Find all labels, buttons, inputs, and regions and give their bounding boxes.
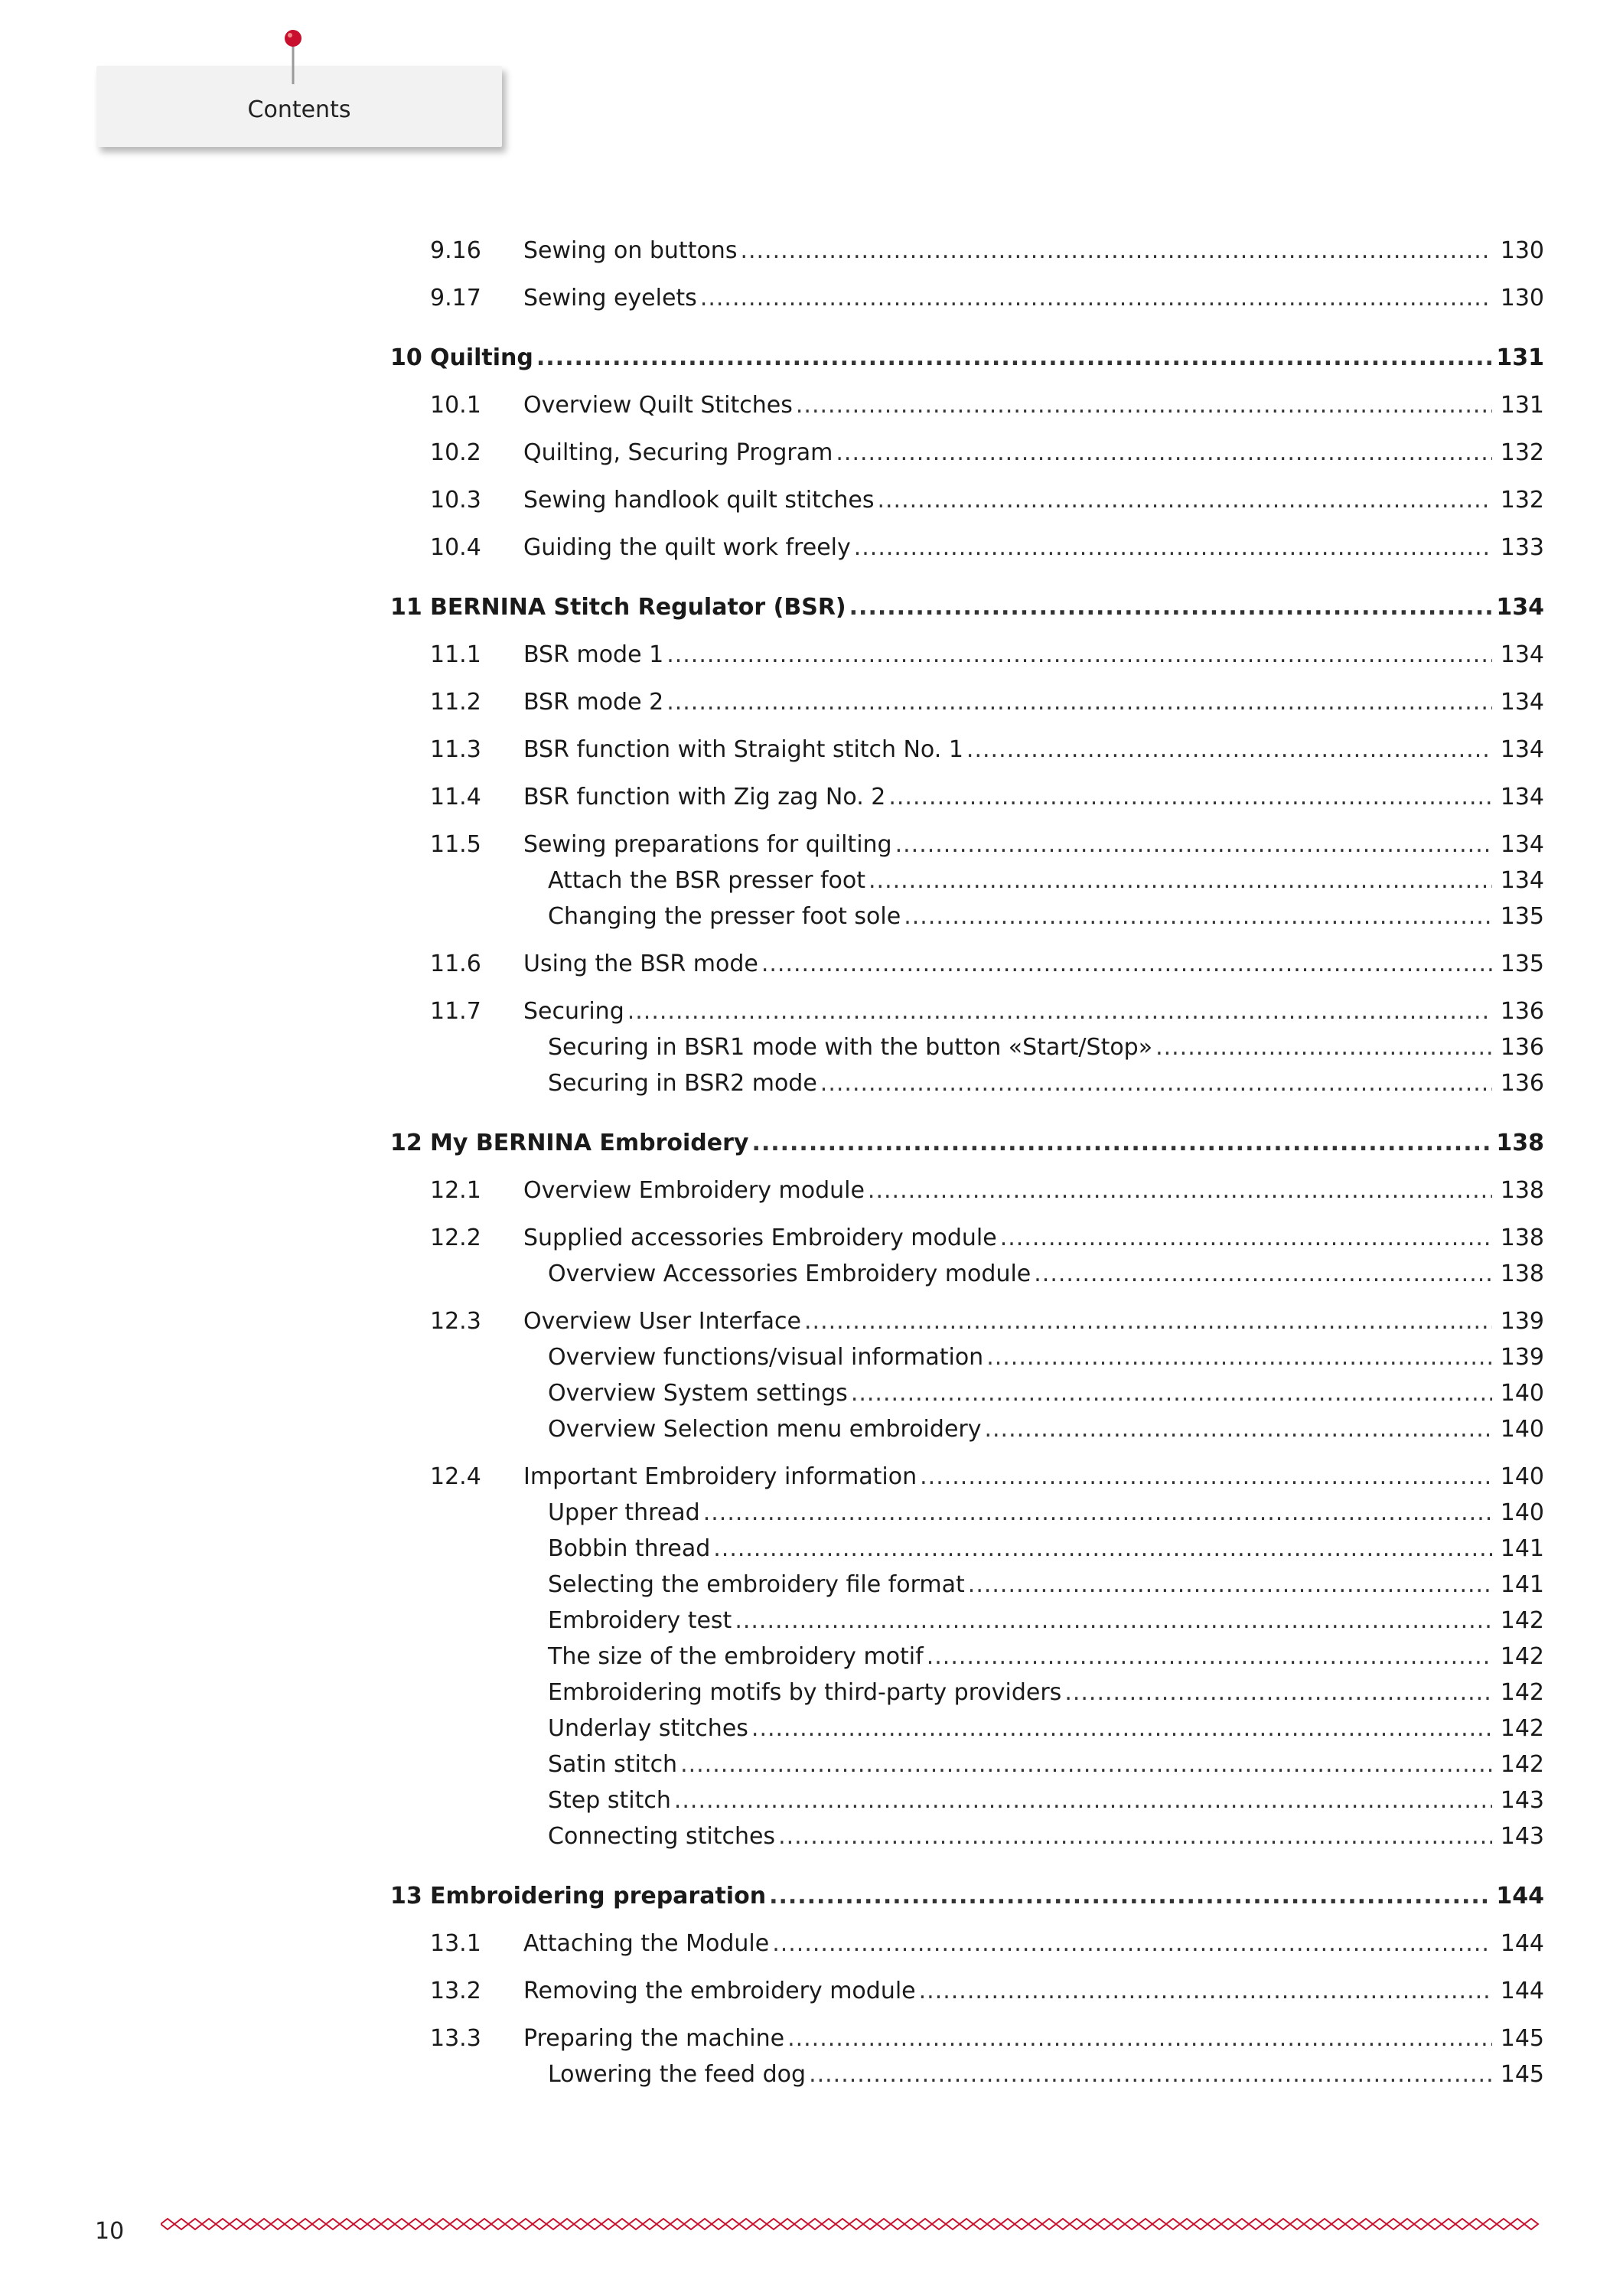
stitch-diamond: [1318, 2219, 1331, 2229]
toc-entry[interactable]: [390, 1031, 1544, 1065]
toc-title: Overview User Interface: [523, 1308, 802, 1335]
toc-page-number: 136: [1500, 998, 1544, 1025]
toc-entry[interactable]: [390, 1413, 1544, 1446]
dot-leader: [769, 1880, 1492, 1913]
toc-title: Lowering the feed dog: [548, 2061, 807, 2088]
toc-page-number: 135: [1500, 903, 1544, 930]
toc-title: Sewing on buttons: [523, 237, 738, 264]
stitch-diamond: [753, 2219, 767, 2229]
stitch-diamond: [1345, 2219, 1359, 2229]
toc-page-number: 136: [1500, 1070, 1544, 1097]
toc-page-number: 140: [1500, 1463, 1544, 1490]
toc-entry[interactable]: [390, 282, 1544, 315]
toc-number: 11.2: [430, 689, 481, 716]
toc-title: Quilting: [430, 344, 533, 371]
toc-title: Sewing preparations for quilting: [523, 831, 892, 858]
stitch-diamond: [1194, 2219, 1207, 2229]
stitch-diamond: [546, 2219, 560, 2229]
stitch-diamond: [794, 2219, 808, 2229]
dot-leader: [1000, 1221, 1492, 1255]
stitch-diamond: [464, 2219, 477, 2229]
toc-chapter[interactable]: [390, 591, 1544, 625]
toc-page-number: 134: [1500, 641, 1544, 668]
toc-page-number: 143: [1500, 1823, 1544, 1850]
stitch-diamond: [1070, 2219, 1084, 2229]
toc-title: Preparing the machine: [523, 2025, 785, 2052]
toc-page-number: 142: [1500, 1643, 1544, 1670]
stitch-diamond: [1483, 2219, 1497, 2229]
stitch-diamond: [946, 2219, 960, 2229]
toc-entry[interactable]: [390, 234, 1544, 268]
dot-leader: [927, 1640, 1492, 1674]
stitch-diamond: [574, 2219, 588, 2229]
toc-title: Guiding the quilt work freely: [523, 534, 851, 561]
dot-leader: [666, 686, 1492, 719]
toc-page-number: 142: [1500, 1679, 1544, 1706]
toc-number: 10: [390, 344, 422, 371]
stitch-diamond: [188, 2219, 202, 2229]
toc-title: Securing: [523, 998, 624, 1025]
toc-page-number: 132: [1500, 487, 1544, 514]
toc-entry[interactable]: [390, 828, 1544, 862]
stitch-diamond: [643, 2219, 657, 2229]
dot-leader: [761, 947, 1492, 981]
dot-leader: [877, 484, 1492, 517]
toc-chapter[interactable]: [390, 1880, 1544, 1913]
toc-title: Sewing eyelets: [523, 285, 697, 311]
stitch-diamond: [1442, 2219, 1455, 2229]
stitch-diamond: [739, 2219, 753, 2229]
toc-title: Supplied accessories Embroidery module: [523, 1225, 997, 1251]
toc-entry[interactable]: [390, 436, 1544, 470]
toc-entry[interactable]: [390, 995, 1544, 1029]
toc-number: 12.3: [430, 1308, 481, 1335]
dot-leader: [796, 389, 1492, 422]
toc-entry[interactable]: [390, 638, 1544, 672]
toc-title: Overview Embroidery module: [523, 1177, 865, 1204]
toc-entry[interactable]: [390, 1257, 1544, 1291]
stitch-diamond: [1221, 2219, 1235, 2229]
toc-entry[interactable]: [390, 1174, 1544, 1208]
stitch-diamond: [629, 2219, 643, 2229]
toc-page-number: 133: [1500, 534, 1544, 561]
stitch-diamond: [298, 2219, 312, 2229]
stitch-diamond: [1084, 2219, 1097, 2229]
toc-number: 13.3: [430, 2025, 481, 2052]
toc-page-number: 142: [1500, 1751, 1544, 1778]
stitch-diamond: [1511, 2219, 1524, 2229]
stitch-diamond: [1180, 2219, 1194, 2229]
stitch-diamond: [1015, 2219, 1028, 2229]
toc-title: Securing in BSR1 mode with the button «Start/Stop»: [548, 1034, 1153, 1061]
stitch-diamond: [409, 2219, 422, 2229]
stitch-diamond: [1331, 2219, 1345, 2229]
stitch-diamond: [1028, 2219, 1042, 2229]
toc-page-number: 142: [1500, 1715, 1544, 1742]
dot-leader: [888, 781, 1492, 814]
toc-number: 10.1: [430, 392, 481, 419]
stitch-diamond: [1111, 2219, 1125, 2229]
dot-leader: [895, 828, 1492, 862]
toc-title: BSR function with Zig zag No. 2: [523, 784, 886, 810]
dot-leader: [700, 282, 1492, 315]
toc-entry[interactable]: [390, 1604, 1544, 1638]
stitch-diamond: [932, 2219, 946, 2229]
toc-title: Overview Selection menu embroidery: [548, 1416, 982, 1443]
toc-entry[interactable]: [390, 1221, 1544, 1255]
dot-leader: [920, 1460, 1492, 1494]
toc-number: 12.1: [430, 1177, 481, 1204]
dot-leader: [787, 2022, 1492, 2056]
toc-entry[interactable]: [390, 900, 1544, 934]
toc-entry[interactable]: [390, 1676, 1544, 1710]
dot-leader: [536, 341, 1492, 375]
stitch-diamond: [891, 2219, 904, 2229]
stitch-diamond: [1428, 2219, 1442, 2229]
stitch-diamond: [1263, 2219, 1276, 2229]
toc-entry[interactable]: [390, 1640, 1544, 1674]
stitch-diamond: [1207, 2219, 1221, 2229]
toc-number: 12.2: [430, 1225, 481, 1251]
dot-leader: [713, 1532, 1492, 1566]
toc-title: Attaching the Module: [523, 1930, 770, 1957]
stitch-diamond: [533, 2219, 546, 2229]
toc-page-number: 142: [1500, 1607, 1544, 1634]
dot-leader: [809, 2058, 1492, 2092]
toc-number: 13.2: [430, 1978, 481, 2004]
stitch-diamond: [1304, 2219, 1318, 2229]
stitch-diamond: [243, 2219, 257, 2229]
stitch-diamond: [1400, 2219, 1414, 2229]
stitch-diamond: [505, 2219, 519, 2229]
stitch-diamond: [1276, 2219, 1290, 2229]
toc-title: Sewing handlook quilt stitches: [523, 487, 875, 514]
dot-leader: [1155, 1031, 1492, 1065]
toc-title: Satin stitch: [548, 1751, 678, 1778]
toc-entry[interactable]: [390, 1341, 1544, 1375]
toc-title: Securing in BSR2 mode: [548, 1070, 817, 1097]
stitch-diamond: [973, 2219, 987, 2229]
dot-leader: [1034, 1257, 1492, 1291]
dot-leader: [986, 1341, 1492, 1375]
toc-title: Upper thread: [548, 1499, 700, 1526]
toc-page-number: 145: [1500, 2061, 1544, 2088]
dot-leader: [772, 1927, 1492, 1961]
stitch-diamond: [1125, 2219, 1139, 2229]
stitch-diamond: [422, 2219, 436, 2229]
toc-page-number: 141: [1500, 1535, 1544, 1562]
decorative-stitch-border: [161, 2216, 1546, 2232]
stitch-diamond: [326, 2219, 340, 2229]
page-number: 10: [95, 2218, 125, 2245]
stitch-diamond: [436, 2219, 450, 2229]
stitch-diamond: [1097, 2219, 1111, 2229]
toc-title: Step stitch: [548, 1787, 671, 1814]
dot-leader: [868, 1174, 1492, 1208]
toc-number: 11.1: [430, 641, 481, 668]
toc-title: Overview System settings: [548, 1380, 848, 1407]
toc-title: Overview Quilt Stitches: [523, 392, 793, 419]
toc-title: Attach the BSR presser foot: [548, 867, 865, 894]
toc-title: Overview Accessories Embroidery module: [548, 1261, 1031, 1287]
toc-number: 11: [390, 594, 422, 621]
stitch-diamond: [588, 2219, 601, 2229]
toc-entry[interactable]: [390, 1377, 1544, 1411]
toc-entry[interactable]: [390, 947, 1544, 981]
toc-page-number: 138: [1500, 1177, 1544, 1204]
stitch-diamond: [174, 2219, 188, 2229]
stitch-diamond: [767, 2219, 781, 2229]
stitch-diamond: [230, 2219, 243, 2229]
dot-leader: [674, 1784, 1492, 1818]
toc-page-number: 143: [1500, 1787, 1544, 1814]
toc-number: 10.3: [430, 487, 481, 514]
toc-title: Underlay stitches: [548, 1715, 748, 1742]
dot-leader: [820, 1067, 1492, 1101]
toc-number: 11.7: [430, 998, 481, 1025]
toc-title: BSR mode 1: [523, 641, 664, 668]
toc-page-number: 134: [1500, 736, 1544, 763]
stitch-diamond: [1455, 2219, 1469, 2229]
stitch-diamond: [1235, 2219, 1249, 2229]
dot-leader: [740, 234, 1492, 268]
toc-number: 13.1: [430, 1930, 481, 1957]
stitch-diamond: [312, 2219, 326, 2229]
toc-page-number: 140: [1500, 1416, 1544, 1443]
toc-title: Overview functions/visual information: [548, 1344, 984, 1371]
stitch-diamond: [161, 2219, 174, 2229]
toc-entry[interactable]: [390, 1820, 1544, 1854]
stitch-diamond: [960, 2219, 973, 2229]
toc-page-number: 138: [1496, 1130, 1544, 1156]
toc-title: Embroidering preparation: [430, 1883, 767, 1910]
toc-entry[interactable]: [390, 686, 1544, 719]
stitch-diamond: [477, 2219, 491, 2229]
toc-entry[interactable]: [390, 1067, 1544, 1101]
toc-number: 9.17: [430, 285, 481, 311]
stitch-diamond: [1497, 2219, 1511, 2229]
toc-title: Selecting the embroidery file format: [548, 1571, 965, 1598]
toc-number: 10.2: [430, 439, 481, 466]
stitch-diamond: [1249, 2219, 1263, 2229]
stitch-diamond: [1290, 2219, 1304, 2229]
stitch-diamond: [1414, 2219, 1428, 2229]
dot-leader: [778, 1820, 1492, 1854]
stitch-diamond: [1524, 2219, 1538, 2229]
toc-entry[interactable]: [390, 1568, 1544, 1602]
toc-page-number: 130: [1500, 285, 1544, 311]
toc-entry[interactable]: [390, 781, 1544, 814]
toc-page-number: 135: [1500, 951, 1544, 977]
toc-number: 11.4: [430, 784, 481, 810]
toc-page-number: 144: [1500, 1930, 1544, 1957]
toc-title: Connecting stitches: [548, 1823, 776, 1850]
stitch-diamond: [904, 2219, 918, 2229]
toc-page-number: 132: [1500, 439, 1544, 466]
toc-number: 12: [390, 1130, 422, 1156]
dot-leader: [984, 1413, 1492, 1446]
toc-page-number: 140: [1500, 1380, 1544, 1407]
toc-title: Removing the embroidery module: [523, 1978, 916, 2004]
stitch-diamond: [877, 2219, 891, 2229]
dot-leader: [751, 1712, 1492, 1746]
toc-entry[interactable]: [390, 1532, 1544, 1566]
toc-number: 12.4: [430, 1463, 481, 1490]
stitch-diamond: [725, 2219, 739, 2229]
stitch-diamond: [1387, 2219, 1400, 2229]
dot-leader: [703, 1496, 1492, 1530]
toc-number: 11.3: [430, 736, 481, 763]
stitch-diamond: [1042, 2219, 1056, 2229]
toc-page-number: 145: [1500, 2025, 1544, 2052]
toc-page-number: 131: [1500, 392, 1544, 419]
toc-page-number: 130: [1500, 237, 1544, 264]
stitch-diamond: [684, 2219, 698, 2229]
dot-leader: [968, 1568, 1492, 1602]
toc-title: My BERNINA Embroidery: [430, 1130, 749, 1156]
toc-title: Changing the presser foot sole: [548, 903, 901, 930]
stitch-diamond: [1152, 2219, 1166, 2229]
toc-title: BSR function with Straight stitch No. 1: [523, 736, 963, 763]
toc-page-number: 139: [1500, 1308, 1544, 1335]
stitch-diamond: [918, 2219, 932, 2229]
toc-entry[interactable]: [390, 1460, 1544, 1494]
toc-entry[interactable]: [390, 1784, 1544, 1818]
toc-entry[interactable]: [390, 1712, 1544, 1746]
dot-leader: [751, 1127, 1492, 1160]
toc-page-number: 134: [1500, 831, 1544, 858]
toc-entry[interactable]: [390, 1748, 1544, 1782]
toc-page-number: 144: [1496, 1883, 1544, 1910]
toc-entry[interactable]: [390, 1975, 1544, 2008]
stitch-diamond: [560, 2219, 574, 2229]
dot-leader: [851, 1377, 1492, 1411]
stitch-diamond: [354, 2219, 367, 2229]
toc-number: 11.5: [430, 831, 481, 858]
toc-page-number: 140: [1500, 1499, 1544, 1526]
toc-page-number: 134: [1500, 689, 1544, 716]
toc-title: Embroidery test: [548, 1607, 732, 1634]
toc-number: 13: [390, 1883, 422, 1910]
stitch-diamond: [601, 2219, 615, 2229]
toc-page-number: 136: [1500, 1034, 1544, 1061]
stitch-diamond: [657, 2219, 670, 2229]
toc-entry[interactable]: [390, 733, 1544, 767]
stitch-diamond: [712, 2219, 725, 2229]
toc-page-number: 138: [1500, 1261, 1544, 1287]
dot-leader: [854, 531, 1492, 565]
stitch-diamond: [1139, 2219, 1152, 2229]
stitch-diamond: [822, 2219, 836, 2229]
stitch-diamond: [1469, 2219, 1483, 2229]
stitch-diamond: [381, 2219, 395, 2229]
toc-page-number: 139: [1500, 1344, 1544, 1371]
stitch-diamond: [1056, 2219, 1070, 2229]
toc-entry[interactable]: [390, 1305, 1544, 1339]
dot-leader: [904, 900, 1492, 934]
toc-title: Embroidering motifs by third-party providers: [548, 1679, 1062, 1706]
stitch-diamond: [1373, 2219, 1387, 2229]
toc-entry[interactable]: [390, 1496, 1544, 1530]
toc-page-number: 141: [1500, 1571, 1544, 1598]
toc-number: 10.4: [430, 534, 481, 561]
dot-leader: [919, 1975, 1492, 2008]
stitch-diamond: [836, 2219, 849, 2229]
dot-leader: [735, 1604, 1492, 1638]
toc-title: BSR mode 2: [523, 689, 664, 716]
toc-title: Quilting, Securing Program: [523, 439, 833, 466]
toc-entry[interactable]: [390, 389, 1544, 422]
stitch-diamond: [781, 2219, 794, 2229]
stitch-diamond: [849, 2219, 863, 2229]
toc-title: Using the BSR mode: [523, 951, 758, 977]
dot-leader: [804, 1305, 1492, 1339]
toc-title: The size of the embroidery motif: [548, 1643, 924, 1670]
stitch-diamond: [987, 2219, 1001, 2229]
dot-leader: [627, 995, 1492, 1029]
stitch-diamond: [450, 2219, 464, 2229]
stitch-diamond: [216, 2219, 230, 2229]
toc-page-number: 144: [1500, 1978, 1544, 2004]
dot-leader: [680, 1748, 1492, 1782]
stitch-diamond: [698, 2219, 712, 2229]
dot-leader: [666, 638, 1492, 672]
toc-entry[interactable]: [390, 2022, 1544, 2056]
stitch-diamond: [519, 2219, 533, 2229]
toc-entry[interactable]: [390, 1927, 1544, 1961]
stitch-diamond: [1166, 2219, 1180, 2229]
dot-leader: [1064, 1676, 1492, 1710]
stitch-diamond: [257, 2219, 271, 2229]
dot-leader: [966, 733, 1492, 767]
toc-entry[interactable]: [390, 2058, 1544, 2092]
toc-number: 11.6: [430, 951, 481, 977]
toc-title: Bobbin thread: [548, 1535, 711, 1562]
toc-entry[interactable]: [390, 531, 1544, 565]
dot-leader: [836, 436, 1492, 470]
toc-chapter[interactable]: [390, 1127, 1544, 1160]
toc-title: BERNINA Stitch Regulator (BSR): [430, 594, 846, 621]
toc-page-number: 134: [1500, 867, 1544, 894]
toc-entry[interactable]: [390, 484, 1544, 517]
stitch-diamond: [395, 2219, 409, 2229]
toc-page-number: 131: [1496, 344, 1544, 371]
stitch-diamond: [491, 2219, 505, 2229]
toc-page-number: 138: [1500, 1225, 1544, 1251]
stitch-diamond: [863, 2219, 877, 2229]
toc-entry[interactable]: [390, 864, 1544, 898]
stitch-diamond: [670, 2219, 684, 2229]
stitch-diamond: [1001, 2219, 1015, 2229]
stitch-diamond: [340, 2219, 354, 2229]
stitch-diamond: [285, 2219, 298, 2229]
toc-chapter[interactable]: [390, 341, 1544, 375]
stitch-diamond: [1359, 2219, 1373, 2229]
dot-leader: [869, 864, 1492, 898]
stitch-diamond: [202, 2219, 216, 2229]
stitch-diamond: [615, 2219, 629, 2229]
stitch-diamond: [808, 2219, 822, 2229]
stitch-diamond: [367, 2219, 381, 2229]
toc-number: 9.16: [430, 237, 481, 264]
dot-leader: [849, 591, 1492, 625]
toc-title: Important Embroidery information: [523, 1463, 917, 1490]
toc-page-number: 134: [1500, 784, 1544, 810]
section-title: Contents: [247, 96, 351, 123]
stitch-diamond: [271, 2219, 285, 2229]
toc-page-number: 134: [1496, 594, 1544, 621]
